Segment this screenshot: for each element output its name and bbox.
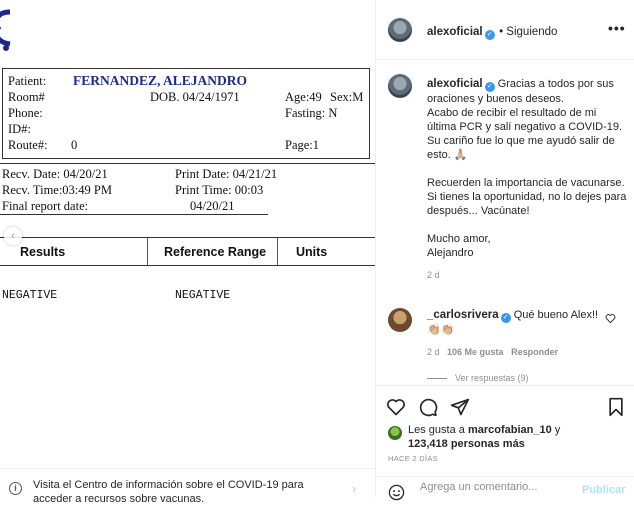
results-table-header — [0, 237, 375, 266]
age: Age:49 — [285, 90, 322, 104]
bookmark-icon[interactable] — [606, 397, 626, 417]
emoji-icon[interactable] — [388, 484, 405, 501]
post-time-ago: HACE 2 DÍAS — [388, 454, 438, 463]
comment — [427, 308, 602, 337]
post-caption — [427, 77, 627, 282]
liked-by-user[interactable]: marcofabian_10 — [467, 424, 552, 436]
post-actions — [376, 385, 634, 497]
lab-logo-icon — [0, 8, 10, 48]
reference-range-value: NEGATIVE — [175, 289, 231, 302]
sex: Sex:M — [330, 90, 364, 104]
covid-info-banner[interactable] — [0, 468, 375, 505]
phone-label: Phone: — [8, 106, 43, 120]
covid-banner-text: Visita el Centro de información sobre el COVID-19 para acceder a recursos sobre vacunas. — [33, 479, 304, 505]
post-side-panel — [375, 0, 633, 497]
caption-line: Acabo de recibir el resultado de mi última PCR y salí negativo a COVID-19. — [427, 107, 623, 133]
more-options-icon[interactable]: ••• — [608, 20, 626, 36]
comment-username[interactable]: _carlosrivera — [427, 309, 499, 321]
page-number: Page:1 — [285, 138, 320, 152]
avatar[interactable] — [388, 426, 402, 440]
id-label: ID#: — [8, 122, 31, 136]
likes-summary — [408, 423, 560, 451]
comment-icon[interactable] — [418, 397, 438, 417]
like-comment-heart-icon[interactable] — [605, 313, 616, 324]
verified-icon: ✓ — [485, 82, 495, 92]
caption-age: 2 d — [427, 270, 440, 280]
print-time: Print Time: 00:03 — [175, 183, 264, 197]
patient-info-box — [2, 68, 370, 159]
result-value: NEGATIVE — [2, 289, 58, 302]
view-replies-label: Ver respuestas (9) — [455, 373, 529, 383]
route-value: 0 — [71, 138, 78, 152]
divider — [0, 214, 268, 215]
final-report-label: Final report date: — [2, 199, 89, 213]
final-report-date: 04/20/21 — [190, 199, 235, 213]
caption-username[interactable]: alexoficial — [427, 78, 483, 90]
caption-line: Mucho amor, — [427, 233, 491, 245]
patient-label: Patient: — [8, 74, 47, 88]
verified-icon: ✓ — [485, 30, 495, 40]
heart-icon[interactable] — [386, 397, 406, 417]
comment-text: Qué bueno Alex!! 👏🏼👏🏼 — [427, 309, 599, 336]
chevron-left-icon: ‹ — [11, 230, 15, 242]
col-results: Results — [0, 238, 148, 265]
caption-line: Recuerden la importancia de vacunarse. — [427, 177, 625, 189]
verified-icon: ✓ — [501, 313, 511, 323]
caption-line: Alejandro — [427, 247, 474, 259]
patient-name: FERNANDEZ, ALEJANDRO — [73, 73, 248, 88]
likes-prefix: Les gusta a — [408, 424, 468, 436]
caption-line: Si tienes la oportunidad, no lo dejes para después... Vacúnate! — [427, 191, 627, 217]
divider — [0, 163, 375, 164]
fasting: Fasting: N — [285, 106, 338, 120]
route-label: Route#: — [8, 138, 48, 152]
recv-date: Recv. Date: 04/20/21 — [2, 167, 108, 181]
dob: DOB. 04/24/1971 — [150, 90, 240, 104]
recv-time: Recv. Time:03:49 PM — [2, 183, 112, 197]
avatar[interactable] — [388, 18, 412, 42]
col-reference-range: Reference Range — [148, 238, 278, 265]
avatar[interactable] — [388, 74, 412, 98]
view-replies-button[interactable] — [427, 373, 529, 383]
likes-count[interactable]: 123,418 personas más — [408, 438, 525, 450]
follow-status[interactable]: • Siguiendo — [499, 26, 558, 38]
username-link[interactable]: alexoficial — [427, 26, 483, 38]
print-date: Print Date: 04/21/21 — [175, 167, 278, 181]
divider — [427, 378, 447, 379]
post-header — [376, 0, 634, 60]
comment-likes[interactable]: 106 Me gusta — [447, 347, 504, 357]
publish-button[interactable]: Publicar — [582, 484, 626, 496]
col-units: Units — [296, 245, 328, 259]
caption-line: Gracias a todos por sus oraciones y buenos deseos. — [427, 78, 614, 105]
comment-meta — [427, 347, 558, 357]
chevron-right-icon: › — [352, 481, 357, 496]
info-icon: i — [9, 482, 22, 495]
share-icon[interactable] — [450, 397, 470, 417]
previous-image-button[interactable] — [4, 227, 22, 245]
comment-age: 2 d — [427, 347, 440, 357]
reply-button[interactable]: Responder — [511, 347, 559, 357]
avatar[interactable] — [388, 308, 412, 332]
room-label: Room# — [8, 90, 45, 104]
comment-box — [376, 476, 634, 498]
likes-suffix: y — [551, 424, 561, 436]
caption-line: Su cariño fue lo que me ayudó salir de esto. 🙏🏼 — [427, 135, 615, 161]
comment-input[interactable] — [420, 481, 580, 493]
